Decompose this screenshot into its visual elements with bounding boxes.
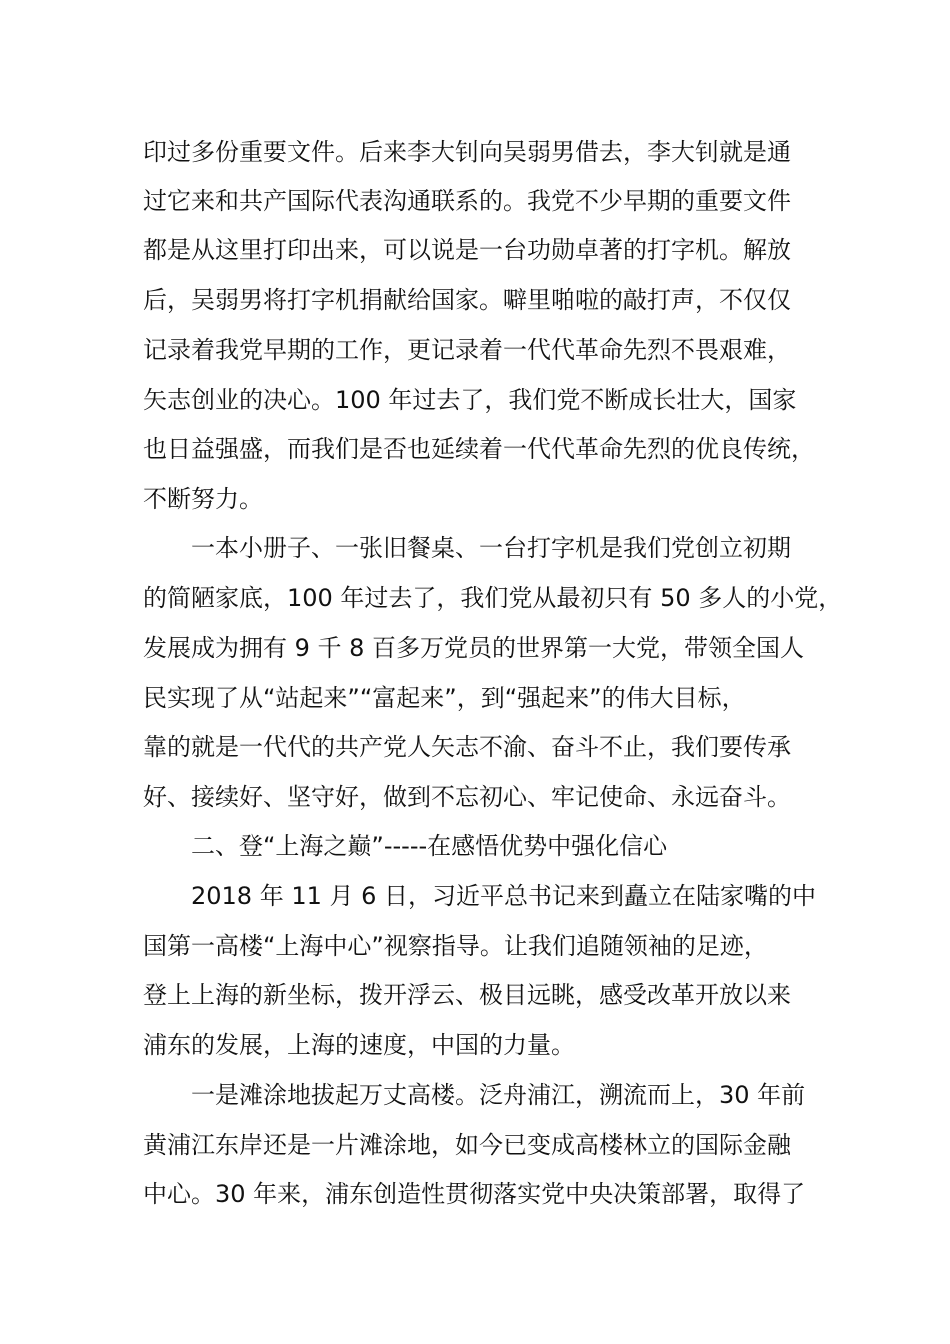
paragraph-first-line: 一本小册子、一张旧餐桌、一台打字机是我们党创立初期 xyxy=(191,534,791,562)
text-line: 不断努力。 xyxy=(143,485,263,513)
section-heading: 二、登“上海之巅”-----在感悟优势中强化信心 xyxy=(191,832,668,860)
text-line: 浦东的发展，上海的速度，中国的力量。 xyxy=(143,1031,575,1059)
text-line: 都是从这里打印出来，可以说是一台功勋卓著的打字机。解放 xyxy=(143,236,791,264)
text-line: 国第一高楼“上海中心”视察指导。让我们追随领袖的足迹， xyxy=(143,932,768,960)
text-line: 记录着我党早期的工作，更记录着一代代革命先烈不畏艰难， xyxy=(143,336,791,364)
text-line: 后，吴弱男将打字机捐献给国家。噼里啪啦的敲打声，不仅仅 xyxy=(143,286,791,314)
text-line: 登上上海的新坐标，拨开浮云、极目远眺，感受改革开放以来 xyxy=(143,981,791,1009)
text-line: 过它来和共产国际代表沟通联系的。我党不少早期的重要文件 xyxy=(143,187,791,215)
text-line: 靠的就是一代代的共产党人矢志不渝、奋斗不止，我们要传承 xyxy=(143,733,791,761)
text-line: 矢志创业的决心。100 年过去了，我们党不断成长壮大，国家 xyxy=(143,386,797,414)
text-line: 印过多份重要文件。后来李大钊向吴弱男借去，李大钊就是通 xyxy=(143,138,791,166)
text-line: 发展成为拥有 9 千 8 百多万党员的世界第一大党，带领全国人 xyxy=(143,634,805,662)
text-line: 也日益强盛，而我们是否也延续着一代代革命先烈的优良传统， xyxy=(143,435,815,463)
paragraph-first-line: 2018 年 11 月 6 日，习近平总书记来到矗立在陆家嘴的中 xyxy=(191,882,817,910)
text-line: 的简陋家底，100 年过去了，我们党从最初只有 50 多人的小党， xyxy=(143,584,843,612)
paragraph-first-line: 一是滩涂地拔起万丈高楼。泛舟浦江，溯流而上，30 年前 xyxy=(191,1081,806,1109)
text-line: 中心。30 年来，浦东创造性贯彻落实党中央决策部署，取得了 xyxy=(143,1180,806,1208)
text-line: 黄浦江东岸还是一片滩涂地，如今已变成高楼林立的国际金融 xyxy=(143,1131,791,1159)
text-line: 好、接续好、坚守好，做到不忘初心、牢记使命、永远奋斗。 xyxy=(143,783,791,811)
text-line: 民实现了从“站起来”“富起来”，到“强起来”的伟大目标， xyxy=(143,684,746,712)
